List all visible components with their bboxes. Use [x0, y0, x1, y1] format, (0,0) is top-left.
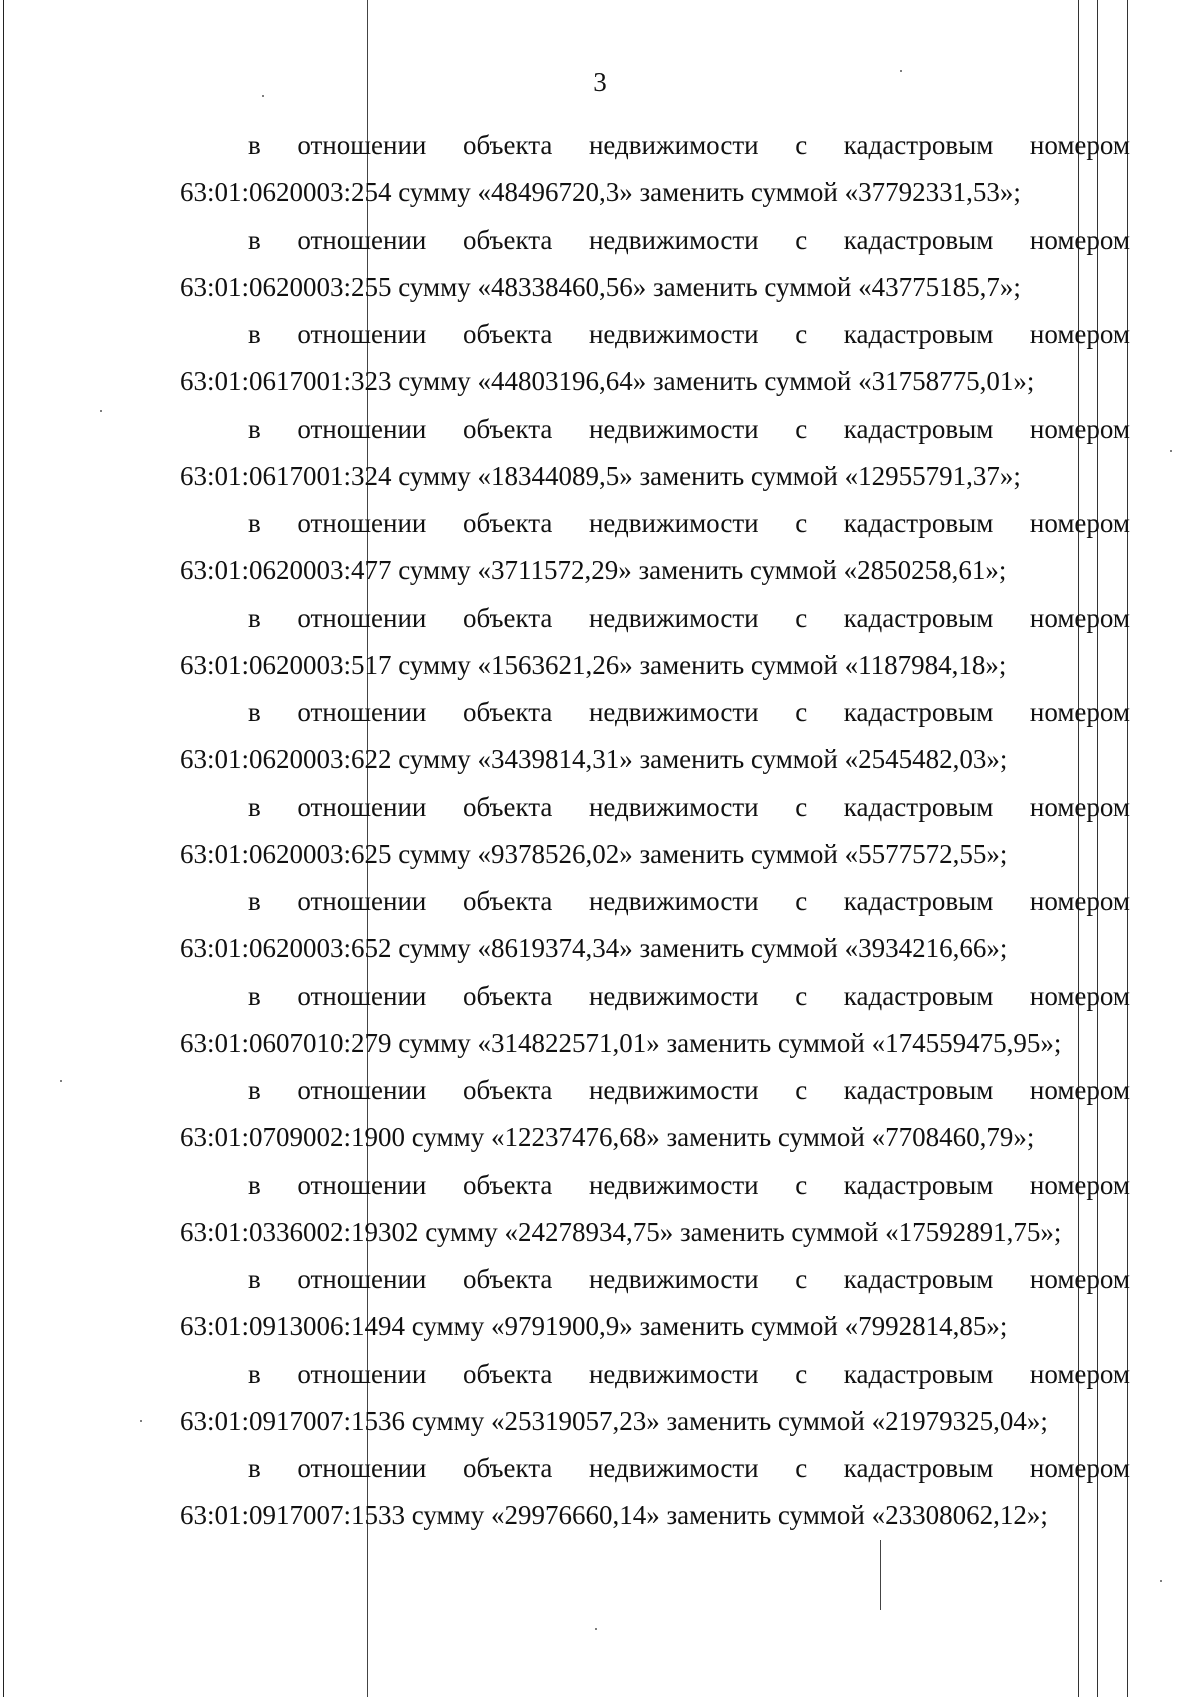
paragraph-intro: в отношении объекта недвижимости с кадастровым номером [248, 130, 1130, 160]
paragraph-clause: 63:01:0620003:625 сумму «9378526,02» заменить суммой «5577572,55»; [180, 838, 1008, 869]
paragraph [180, 500, 1130, 595]
paragraph-intro: в отношении объекта недвижимости с кадастровым номером [248, 1264, 1130, 1294]
paragraph-clause: 63:01:0620003:477 сумму «3711572,29» заменить суммой «2850258,61»; [180, 555, 1007, 585]
paragraph-intro: в отношении объекта недвижимости с кадастровым номером [248, 413, 1130, 444]
scan-line-left-edge [3, 0, 4, 1697]
paragraph [180, 973, 1130, 1068]
paragraph-clause: 63:01:0617001:324 сумму «18344089,5» заменить суммой «12955791,37»; [180, 460, 1021, 491]
paragraph [180, 1351, 1130, 1446]
paragraph [180, 122, 1130, 217]
document-body [180, 122, 1130, 1540]
scan-speck [60, 1080, 62, 1082]
paragraph-intro: в отношении объекта недвижимости с кадастровым номером [248, 697, 1130, 727]
paragraph-clause: 63:01:0913006:1494 сумму «9791900,9» заменить суммой «7992814,85»; [180, 1311, 1008, 1341]
paragraph-clause: 63:01:0620003:254 сумму «48496720,3» заменить суммой «37792331,53»; [180, 177, 1021, 207]
paragraph-intro: в отношении объекта недвижимости с кадастровым номером [248, 791, 1130, 822]
paragraph-intro: в отношении объекта недвижимости с кадастровым номером [248, 1358, 1130, 1389]
paragraph [180, 311, 1130, 406]
scan-speck [100, 410, 102, 412]
paragraph-intro: в отношении объекта недвижимости с кадастровым номером [248, 1075, 1130, 1105]
paragraph-intro: в отношении объекта недвижимости с кадастровым номером [248, 602, 1130, 633]
scan-speck [595, 1628, 597, 1630]
paragraph-intro: в отношении объекта недвижимости с кадастровым номером [248, 1453, 1130, 1483]
paragraph-clause: 63:01:0709002:1900 сумму «12237476,68» заменить суммой «7708460,79»; [180, 1122, 1035, 1152]
page-number: 3 [593, 67, 607, 97]
paragraph [180, 595, 1130, 690]
paragraph [180, 878, 1130, 973]
paragraph [180, 1256, 1130, 1351]
paragraph [180, 1162, 1130, 1257]
paragraph-clause: 63:01:0620003:622 сумму «3439814,31» заменить суммой «2545482,03»; [180, 744, 1008, 774]
paragraph-clause: 63:01:0917007:1533 сумму «29976660,14» заменить суммой «23308062,12»; [180, 1500, 1048, 1530]
paragraph-intro: в отношении объекта недвижимости с кадастровым номером [248, 508, 1130, 538]
paragraph-intro: в отношении объекта недвижимости с кадастровым номером [248, 980, 1130, 1011]
scan-speck [140, 1420, 142, 1422]
paragraph [180, 689, 1130, 784]
paragraph-intro: в отношении объекта недвижимости с кадастровым номером [248, 1169, 1130, 1200]
paragraph [180, 406, 1130, 501]
paragraph-clause: 63:01:0620003:517 сумму «1563621,26» заменить суммой «1187984,18»; [180, 649, 1007, 680]
scan-speck [1170, 450, 1172, 452]
paragraph-clause: 63:01:0620003:255 сумму «48338460,56» заменить суммой «43775185,7»; [180, 271, 1021, 302]
paragraph [180, 784, 1130, 879]
paragraph-clause: 63:01:0620003:652 сумму «8619374,34» заменить суммой «3934216,66»; [180, 933, 1008, 963]
paragraph-clause: 63:01:0617001:323 сумму «44803196,64» заменить суммой «31758775,01»; [180, 366, 1035, 396]
paragraph [180, 1067, 1130, 1162]
paragraph [180, 1445, 1130, 1540]
paragraph-clause: 63:01:0917007:1536 сумму «25319057,23» заменить суммой «21979325,04»; [180, 1405, 1048, 1436]
paragraph-intro: в отношении объекта недвижимости с кадастровым номером [248, 886, 1130, 916]
scan-line-mid-lower [880, 1540, 881, 1610]
paragraph [180, 217, 1130, 312]
paragraph-intro: в отношении объекта недвижимости с кадастровым номером [248, 319, 1130, 349]
scan-speck [1160, 1580, 1162, 1582]
paragraph-clause: 63:01:0336002:19302 сумму «24278934,75» заменить суммой «17592891,75»; [180, 1216, 1062, 1247]
paragraph-intro: в отношении объекта недвижимости с кадастровым номером [248, 224, 1130, 255]
paragraph-clause: 63:01:0607010:279 сумму «314822571,01» заменить суммой «174559475,95»; [180, 1027, 1062, 1058]
